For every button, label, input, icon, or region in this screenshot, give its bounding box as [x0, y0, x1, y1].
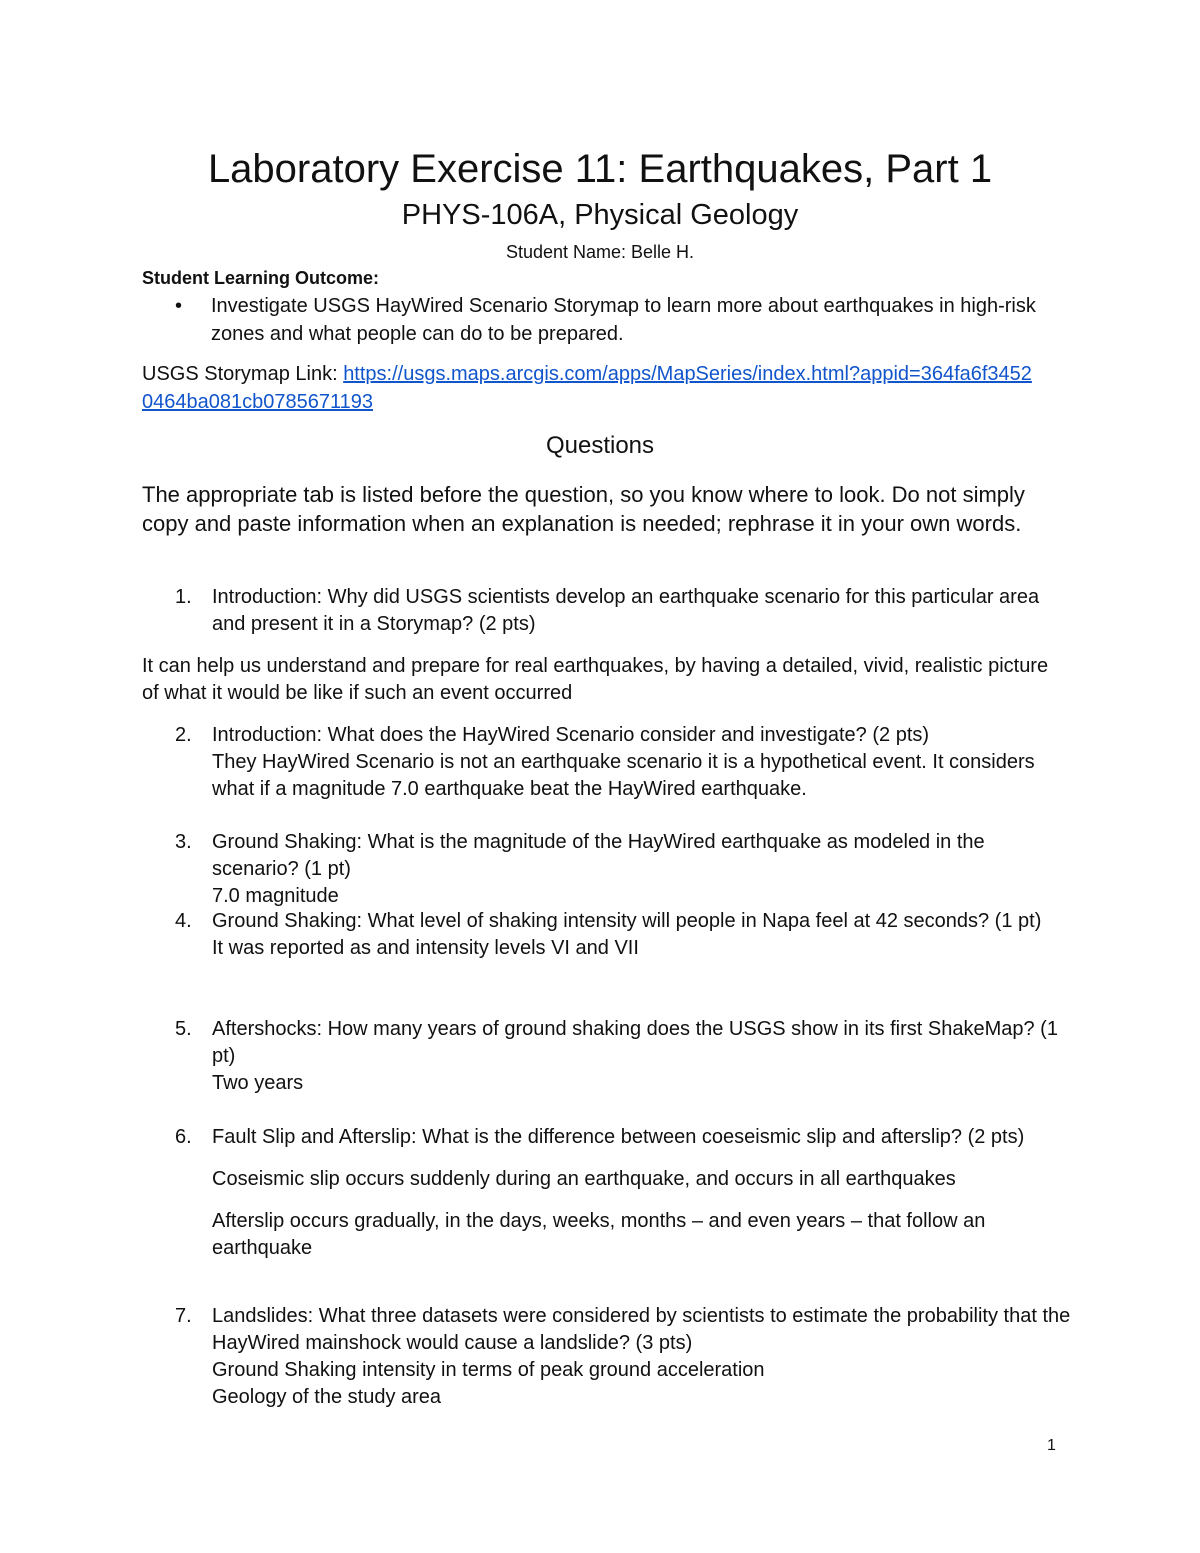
- answer-1: It can help us understand and prepare for real earthquakes, by having a detailed, vivid, realistic picture of what it would be like if such an event occurred: [142, 655, 1049, 704]
- answer-text: Geology of the study area: [212, 1386, 442, 1408]
- questions-intro: The appropriate tab is listed before the question, so you know where to look. Do not simply copy and paste information when an explanation is needed; rephrase it in your own words.: [142, 482, 1025, 536]
- question-4: [142, 908, 1072, 962]
- question-text: Introduction: Why did USGS scientists develop an earthquake scenario for this particular area and present it in a Storymap? (2 pts): [212, 586, 1040, 635]
- question-number: 3.: [175, 831, 192, 853]
- question-number: 2.: [175, 724, 192, 746]
- answer-text: Ground Shaking intensity in terms of peak ground acceleration: [212, 1359, 765, 1381]
- question-number: 6.: [175, 1126, 192, 1148]
- question-7: [142, 1303, 1072, 1411]
- question-text: Ground Shaking: What is the magnitude of the HayWired earthquake as modeled in the scenario? (1 pt): [212, 831, 985, 880]
- question-text: Introduction: What does the HayWired Scenario consider and investigate? (2 pts): [212, 724, 930, 746]
- question-6: [142, 1124, 1072, 1262]
- question-text: Ground Shaking: What level of shaking intensity will people in Napa feel at 42 seconds? (1 pt): [212, 910, 1042, 932]
- question-number: 1.: [175, 586, 192, 608]
- learning-outcome-heading: Student Learning Outcome:: [142, 268, 380, 288]
- answer-text: Coseismic slip occurs suddenly during an earthquake, and occurs in all earthquakes: [212, 1168, 956, 1190]
- bullet-icon: •: [175, 295, 183, 317]
- student-name: Student Name: Belle H.: [505, 242, 695, 262]
- question-number: 7.: [175, 1305, 192, 1327]
- question-3: [142, 829, 1072, 910]
- question-text: Aftershocks: How many years of ground shaking does the USGS show in its first ShakeMap? (1 pt): [212, 1018, 1058, 1067]
- questions-heading: Questions: [545, 432, 655, 459]
- storymap-link-label: USGS Storymap Link:: [142, 363, 344, 385]
- question-1: [142, 584, 1072, 638]
- answer-text: 7.0 magnitude: [212, 885, 339, 907]
- question-number: 4.: [175, 910, 192, 932]
- answer-text: Two years: [212, 1072, 304, 1094]
- question-text: Landslides: What three datasets were considered by scientists to estimate the probability that the HayWired mainshock would cause a landslide? (3 pts): [212, 1305, 1071, 1354]
- document-title: Laboratory Exercise 11: Earthquakes, Part 1: [207, 147, 993, 191]
- learning-outcome-bullet: [175, 292, 1055, 348]
- question-2: [142, 722, 1072, 803]
- answer-text: Afterslip occurs gradually, in the days, weeks, months – and even years – that follow an earthquake: [212, 1210, 986, 1259]
- question-text: Fault Slip and Afterslip: What is the difference between coeseismic slip and afterslip? (2 pts): [212, 1126, 1025, 1148]
- question-number: 5.: [175, 1018, 192, 1040]
- learning-outcome-text: Investigate USGS HayWired Scenario Storymap to learn more about earthquakes in high-risk zones and what people can do to be prepared.: [211, 295, 1036, 345]
- answer-text: It was reported as and intensity levels VI and VII: [212, 937, 639, 959]
- question-5: [142, 1016, 1072, 1097]
- storymap-link[interactable]: https://usgs.maps.arcgis.com/apps/MapSeries/index.html?appid=364fa6f34520464ba081cb0785671193: [142, 363, 1032, 413]
- storymap-link-line: [142, 360, 1042, 416]
- answer-text: They HayWired Scenario is not an earthquake scenario it is a hypothetical event. It considers what if a magnitude 7.0 earthquake beat the HayWired earthquake.: [212, 751, 1035, 800]
- page-number: 1: [1047, 1437, 1056, 1454]
- course-subtitle: PHYS-106A, Physical Geology: [401, 199, 799, 231]
